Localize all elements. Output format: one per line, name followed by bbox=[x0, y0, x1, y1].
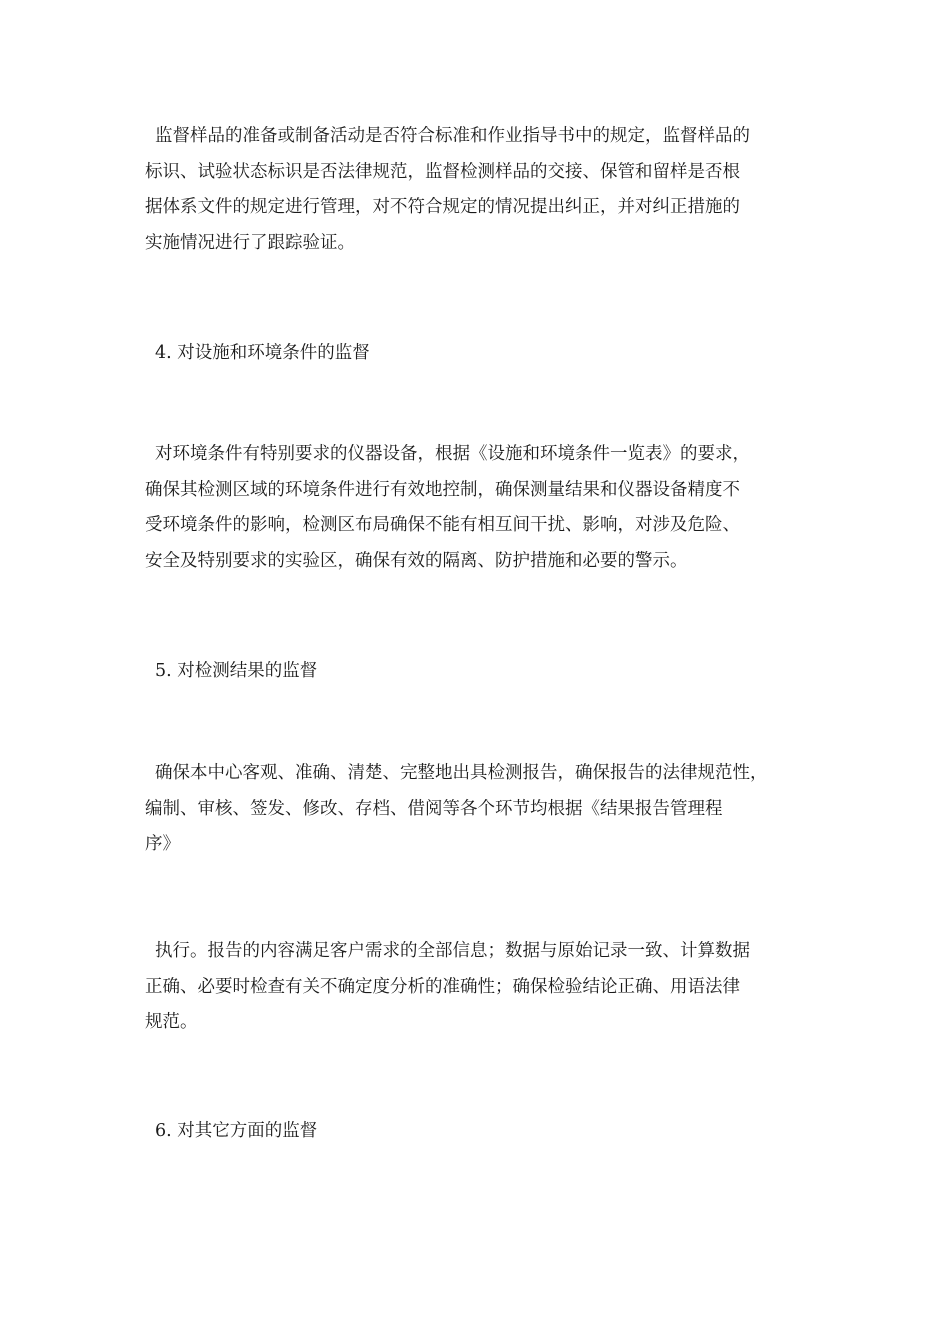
paragraph-report-execution bbox=[145, 934, 825, 1041]
paragraph-result-supervision bbox=[145, 756, 825, 863]
section-heading-6: 6. 对其它方面的监督 bbox=[155, 1121, 318, 1141]
paragraph-line: 实施情况进行了跟踪验证。 bbox=[145, 232, 355, 253]
paragraph-line: 规范。 bbox=[145, 1012, 198, 1032]
paragraph-line: 标识、试验状态标识是否法律规范，监督检测样品的交接、保管和留样是否根 bbox=[145, 161, 740, 182]
paragraph-line: 正确、必要时检查有关不确定度分析的准确性；确保检验结论正确、用语法律 bbox=[145, 976, 740, 997]
paragraph-line: 确保其检测区域的环境条件进行有效地控制，确保测量结果和仪器设备精度不 bbox=[145, 479, 740, 500]
paragraph-environment-supervision bbox=[145, 437, 825, 579]
paragraph-line: 据体系文件的规定进行管理，对不符合规定的情况提出纠正，并对纠正措施的 bbox=[145, 197, 740, 217]
paragraph-line: 受环境条件的影响，检测区布局确保不能有相互间干扰、影响，对涉及危险、 bbox=[145, 515, 740, 535]
paragraph-line: 对环境条件有特别要求的仪器设备，根据《设施和环境条件一览表》的要求， bbox=[155, 444, 750, 464]
section-heading-5: 5. 对检测结果的监督 bbox=[155, 661, 318, 681]
paragraph-line: 序》 bbox=[145, 834, 180, 854]
paragraph-line: 安全及特别要求的实验区，确保有效的隔离、防护措施和必要的警示。 bbox=[145, 550, 688, 571]
paragraph-line: 执行。报告的内容满足客户需求的全部信息；数据与原始记录一致、计算数据 bbox=[155, 941, 750, 961]
section-heading-4: 4. 对设施和环境条件的监督 bbox=[155, 343, 370, 363]
paragraph-line: 监督样品的准备或制备活动是否符合标准和作业指导书中的规定，监督样品的 bbox=[155, 126, 750, 146]
paragraph-sample-supervision bbox=[145, 119, 825, 261]
paragraph-line: 确保本中心客观、准确、清楚、完整地出具检测报告，确保报告的法律规范性， bbox=[155, 763, 768, 783]
paragraph-line: 编制、审核、签发、修改、存档、借阅等各个环节均根据《结果报告管理程 bbox=[145, 798, 723, 819]
